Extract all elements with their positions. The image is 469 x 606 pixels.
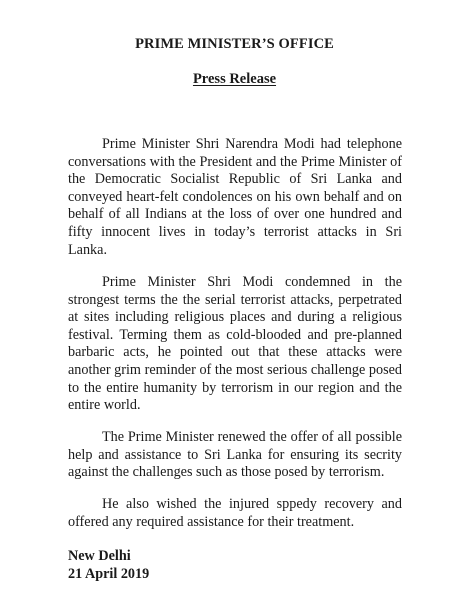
signoff-date: 21 April 2019 <box>68 566 150 582</box>
paragraph-condemnation: Prime Minister Shri Modi condemned in the strongest terms the the serial terrorist attacks, perpetrated at sites including religious places and during a religious festival. Terming them as cold-blooded and pre-planned barbaric acts, he pointed out that these attacks were another grim reminder of the most serious challenge posed to the entire humanity by terrorism in our region and the entire world. <box>68 274 402 414</box>
signoff-place: New Delhi <box>68 548 131 564</box>
office-title: PRIME MINISTER’S OFFICE <box>135 36 334 52</box>
paragraph-assistance-offer: The Prime Minister renewed the offer of all possible help and assistance to Sri Lanka for ensuring its secrity against the challenges such as those posed by terrorism. <box>68 429 402 481</box>
document-type-heading: Press Release <box>192 71 277 87</box>
paragraph-recovery-wishes: He also wished the injured sppedy recovery and offered any required assistance for their treatment. <box>68 496 402 530</box>
paragraph-telephone-conversations: Prime Minister Shri Narendra Modi had telephone conversations with the President and the Prime Minister of the Democratic Socialist Republic of Sri Lanka and conveyed heart-felt condolences on his own behalf and on behalf of all Indians at the loss of over one hundred and fifty innocent lives in today’s terrorist attacks in Sri Lanka. <box>68 136 402 258</box>
